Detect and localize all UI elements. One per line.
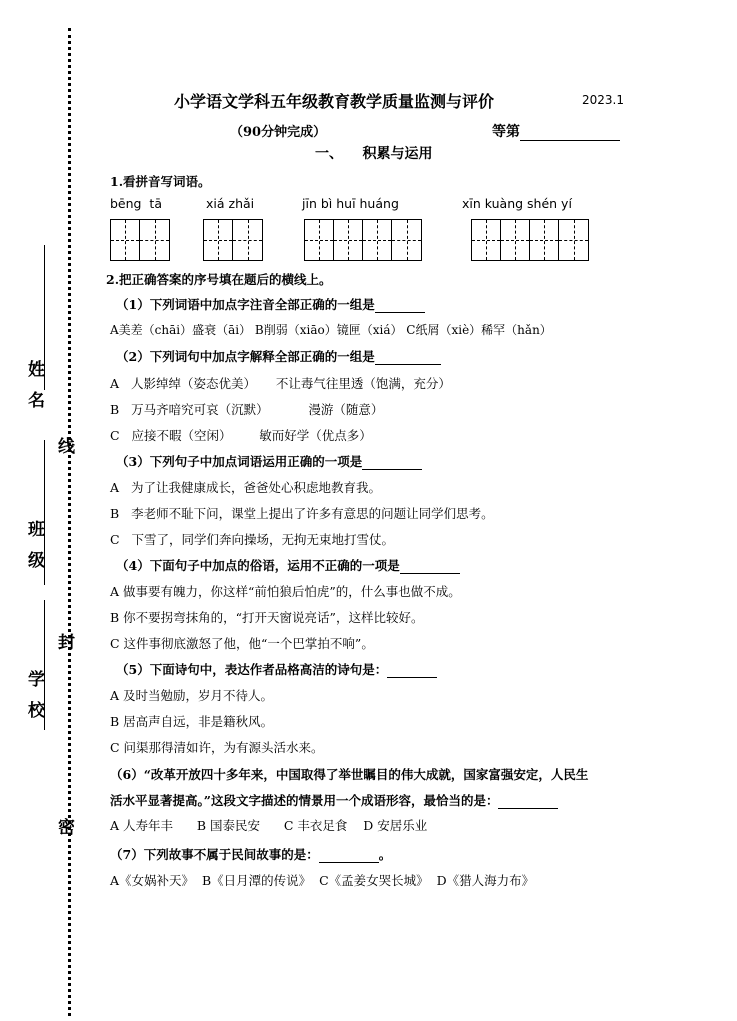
- q1-title: 1.看拼音写词语。: [110, 174, 211, 189]
- q2-7-question: （7）下列故事不属于民间故事的是： 。: [110, 847, 392, 862]
- q2-1-question: （1）下列词语中加点字注音全部正确的一组是: [116, 295, 425, 313]
- class-label: 班级: [24, 520, 44, 582]
- q2-1-answer-blank[interactable]: [375, 298, 425, 313]
- writing-grid-4[interactable]: [471, 219, 589, 261]
- q2-3-option-b: B 李老师不耻下问，课堂上提出了许多有意思的问题让同学们思考。: [110, 506, 494, 521]
- grade-field[interactable]: [492, 121, 620, 141]
- q2-4-option-a: A 做事要有魄力，你这样“前怕狼后怕虎”的，什么事也做不成。: [110, 584, 461, 599]
- q2-4-option-c: C 这件事彻底激怒了他，他“一个巴掌拍不响”。: [110, 636, 374, 651]
- q2-5-option-b: B 居高声自远，非是籍秋风。: [110, 714, 274, 729]
- q2-title: 2.把正确答案的序号填在题后的横线上。: [106, 272, 332, 287]
- writing-grid-1[interactable]: [110, 219, 170, 261]
- q2-1-options: A美差（chāi）盛衰（āi） B削弱（xiāo）镜匣（xiá） C纸屑（xiè）稀罕（hǎn）: [110, 323, 552, 337]
- q2-6-question-line1: （6）“改革开放四十多年来，中国取得了举世瞩目的伟大成就，国家富强安定，人民生: [110, 767, 589, 782]
- exam-title: 小学语文学科五年级教育教学质量监测与评价: [174, 92, 495, 111]
- q2-7-answer-blank[interactable]: [319, 848, 379, 863]
- q2-5-answer-blank[interactable]: [387, 663, 437, 678]
- name-blank-line: [44, 245, 45, 390]
- mi-label: 密: [54, 818, 74, 849]
- q2-7-options: A《女娲补天》 B《日月潭的传说》 C《孟姜女哭长城》 D《猎人海力布》: [110, 873, 535, 888]
- q2-4-option-b: B 你不要拐弯抹角的，“打开天窗说亮话”，这样比较好。: [110, 610, 424, 625]
- q2-2-option-b: B 万马齐喑究可哀（沉默） 漫游（随意）: [110, 402, 384, 417]
- pinyin-3: jīn bì huī huáng: [302, 196, 399, 211]
- duration: （90分钟完成）: [230, 125, 327, 140]
- q2-5-question: （5）下面诗句中，表达作者品格高洁的诗句是：: [116, 660, 437, 678]
- q2-5-option-c: C 问渠那得清如许，为有源头活水来。: [110, 740, 324, 755]
- binding-dotted-line: [68, 28, 71, 1016]
- exam-date: 2023.1: [582, 93, 624, 107]
- grade-label: 等第: [492, 124, 520, 140]
- line-label: 线: [54, 437, 74, 468]
- name-label: 姓名: [24, 360, 44, 422]
- seal-label: 封: [54, 633, 74, 664]
- pinyin-1: bēng tā: [110, 196, 162, 211]
- q2-2-answer-blank[interactable]: [375, 350, 441, 365]
- q2-3-question: （3）下列句子中加点词语运用正确的一项是: [116, 452, 422, 470]
- section-title: 一、 积累与运用: [315, 146, 433, 162]
- q2-5-option-a: A 及时当勉励，岁月不待人。: [110, 688, 274, 703]
- writing-grid-2[interactable]: [203, 219, 263, 261]
- class-blank-line: [44, 440, 45, 585]
- q2-4-answer-blank[interactable]: [400, 559, 460, 574]
- q2-2-option-a: A 人影绰绰（姿态优美） 不让毒气往里透（饱满，充分）: [110, 376, 451, 391]
- grade-blank[interactable]: [520, 125, 620, 141]
- q2-2-question: （2）下列词句中加点字解释全部正确的一组是: [116, 347, 441, 365]
- q2-6-question-line2: 活水平显著提高。”这段文字描述的情景用一个成语形容，最恰当的是：: [110, 791, 558, 809]
- q2-3-option-a: A 为了让我健康成长，爸爸处心积虑地教育我。: [110, 480, 381, 495]
- pinyin-4: xīn kuàng shén yí: [462, 196, 572, 211]
- q2-2-option-c: C 应接不暇（空闲） 敏而好学（优点多）: [110, 428, 372, 443]
- q2-3-answer-blank[interactable]: [362, 455, 422, 470]
- school-label: 学校: [24, 670, 44, 732]
- q2-3-option-c: C 下雪了，同学们奔向操场，无拘无束地打雪仗。: [110, 532, 394, 547]
- q2-4-question: （4）下面句子中加点的俗语，运用不正确的一项是: [116, 556, 460, 574]
- q2-6-answer-blank[interactable]: [498, 794, 558, 809]
- q2-6-options: A 人寿年丰 B 国泰民安 C 丰衣足食 D 安居乐业: [110, 818, 428, 833]
- writing-grid-3[interactable]: [304, 219, 422, 261]
- pinyin-2: xiá zhǎi: [206, 196, 255, 211]
- school-blank-line: [44, 600, 45, 730]
